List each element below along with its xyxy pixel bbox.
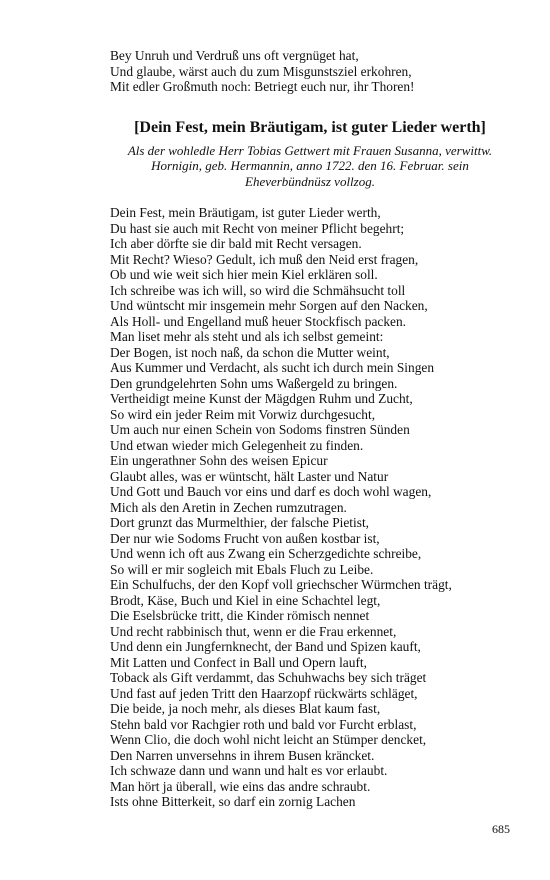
verse-line: Ob und wie weit sich hier mein Kiel erklären soll. (110, 267, 378, 282)
verse-line: Mich als den Aretin in Zechen rumzutragen. (110, 499, 347, 515)
verse-line: Um auch nur einen Schein von Sodoms finstren Sünden (110, 422, 410, 437)
continuation-stanza (110, 48, 510, 95)
verse-line: Du hast sie auch mit Recht von meiner Pflicht begehrt; (110, 220, 405, 236)
verse-line: Ists ohne Bitterkeit, so darf ein zornig Lachen (110, 794, 356, 809)
verse-line: Und denn ein Jungfernknecht, der Band und Spizen kauft, (110, 639, 421, 654)
verse-line: Und glaube, wärst auch du zum Misgunstsziel erkohren, (110, 63, 412, 79)
verse-line: Ich schwaze dann und wann und halt es vor erlaubt. (110, 763, 388, 778)
verse-line: Vertheidigt meine Kunst der Mägdgen Ruhm und Zucht, (110, 391, 413, 406)
page-number: 685 (492, 822, 510, 836)
verse-line: Ein ungerathner Sohn des weisen Epicur (110, 453, 328, 468)
verse-line: Den Narren unversehns in ihrem Busen kräncket. (110, 747, 375, 763)
verse-line: Stehn bald vor Rachgier roth und bald vor Furcht erblast, (110, 716, 417, 732)
verse-line: Den grundgelehrten Sohn ums Waßergeld zu bringen. (110, 375, 398, 391)
verse-line: Toback als Gift verdammt, das Schuhwachs bey sich träget (110, 670, 427, 685)
verse-line: Ich aber dörfte sie dir bald mit Recht versagen. (110, 236, 362, 251)
verse-line: Glaubt alles, was er wüntscht, hält Laster und Natur (110, 468, 389, 484)
verse-line: Als Holl- und Engelland muß heuer Stockfisch packen. (110, 313, 407, 329)
poem-body (110, 205, 510, 810)
verse-line: Und fast auf jeden Tritt den Haarzopf rückwärts schläget, (110, 685, 418, 701)
verse-line: Und etwan wieder mich Gelegenheit zu finden. (110, 437, 364, 453)
verse-line: Ein Schulfuchs, der den Kopf voll griechscher Würmchen trägt, (110, 577, 452, 592)
verse-line: Und wüntscht mir insgemein mehr Sorgen auf den Nacken, (110, 298, 428, 313)
verse-line: Dort grunzt das Murmelthier, der falsche Pietist, (110, 515, 370, 530)
verse-line: Wenn Clio, die doch wohl nicht leicht an Stümper dencket, (110, 732, 427, 747)
verse-line: Bey Unruh und Verdruß uns oft vergnüget hat, (110, 48, 359, 63)
verse-line: Der nur wie Sodoms Frucht von außen kostbar ist, (110, 530, 380, 546)
verse-line: Und recht rabbinisch thut, wenn er die Frau erkennet, (110, 623, 397, 639)
verse-line: Man liset mehr als steht und als ich selbst gemeint: (110, 329, 384, 344)
verse-line: Mit edler Großmuth noch: Betriegt euch nur, ihr Thoren! (110, 79, 415, 94)
verse-line: Und Gott und Bauch vor eins und darf es doch wohl wagen, (110, 484, 432, 499)
verse-line: Ich schreibe was ich will, so wird die Schmähsucht toll (110, 282, 406, 298)
verse-line: Und wenn ich oft aus Zwang ein Scherzgedichte schreibe, (110, 546, 422, 561)
verse-line: Die beide, ja noch mehr, als dieses Blat kaum fast, (110, 701, 381, 716)
poem-title: [Dein Fest, mein Bräutigam, ist guter Lieder werth] (134, 119, 486, 136)
verse-line: Brodt, Käse, Buch und Kiel in eine Schachtel legt, (110, 592, 381, 608)
verse-line: Mit Latten und Confect in Ball und Opern lauft, (110, 654, 367, 670)
poem-dedication: Als der wohledle Herr Tobias Gettwert mit Frauen Susanna, verwittw. Hornigin, geb. Hermannin, anno 1722. den 16. Februar. sein Eheverbündnüsz vollzog. (127, 143, 493, 189)
verse-line: Mit Recht? Wieso? Gedult, ich muß den Neid erst fragen, (110, 251, 419, 267)
verse-line: Die Eselsbrücke tritt, die Kinder römisch nennet (110, 608, 370, 623)
verse-line: Man hört ja überall, wie eins das andre schraubt. (110, 778, 371, 794)
verse-line: Der Bogen, ist noch naß, da schon die Mutter weint, (110, 344, 390, 360)
verse-line: So will er mir sogleich mit Ebals Fluch zu Leibe. (110, 561, 374, 577)
verse-line: Dein Fest, mein Bräutigam, ist guter Lieder werth, (110, 205, 381, 220)
verse-line: So wird ein jeder Reim mit Vorwiz durchgesucht, (110, 406, 376, 422)
verse-line: Aus Kummer und Verdacht, als sucht ich durch mein Singen (110, 360, 435, 375)
